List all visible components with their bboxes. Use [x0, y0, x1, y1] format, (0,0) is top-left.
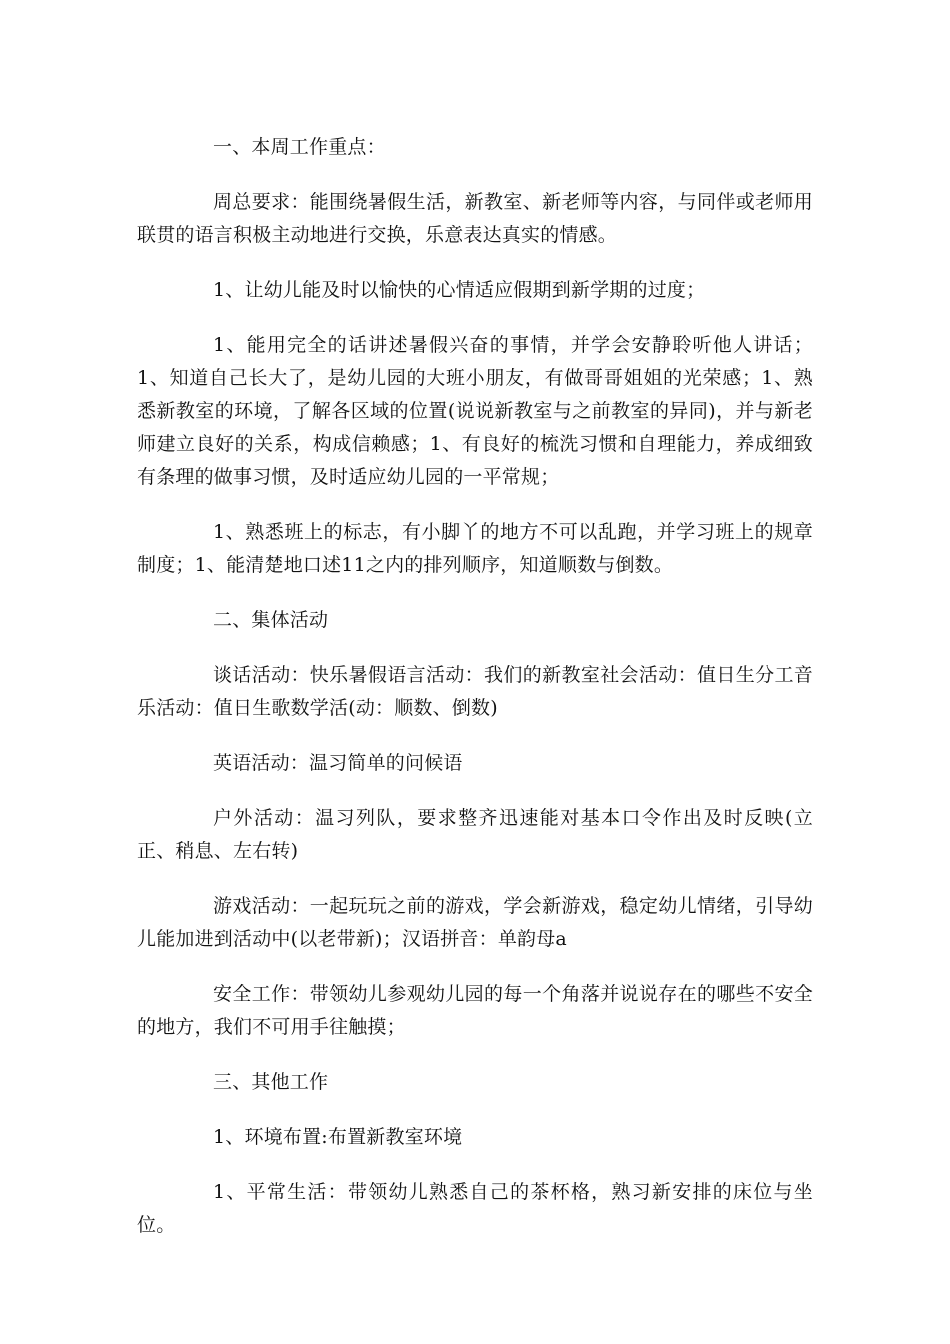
paragraph-safety-work: 安全工作：带领幼儿参观幼儿园的每一个角落并说说存在的哪些不安全的地方，我们不可用手往触摸； — [137, 983, 813, 1038]
paragraph-goals-list: 1、能用完全的话讲述暑假兴奋的事情，并学会安静聆听他人讲话；1、知道自己长大了，是幼儿园的大班小朋友，有做哥哥姐姐的光荣感；1、熟悉新教室的环境，了解各区域的位置(说说新教室与之前教室的异同)，并与新老师建立良好的关系，构成信赖感；1、有良好的梳洗习惯和自理能力，养成细致有条理的做事习惯，及时适应幼儿园的一平常规； — [137, 334, 813, 488]
paragraph-talk-activity: 谈话活动：快乐暑假语言活动：我们的新教室社会活动：值日生分工音乐活动：值日生歌数学活(动：顺数、倒数) — [137, 664, 813, 719]
paragraph-outdoor-activity: 户外活动：温习列队，要求整齐迅速能对基本口令作出及时反映(立正、稍息、左右转) — [137, 807, 813, 862]
paragraph-goal-adapt: 1、让幼儿能及时以愉快的心情适应假期到新学期的过度； — [213, 279, 706, 301]
paragraph-english-activity: 英语活动：温习简单的问候语 — [213, 752, 463, 774]
paragraph-weekly-requirement: 周总要求：能围绕暑假生活，新教室、新老师等内容，与同伴或老师用联贯的语言积极主动地进行交换，乐意表达真实的情感。 — [137, 191, 813, 246]
paragraph-goals-rules: 1、熟悉班上的标志，有小脚丫的地方不可以乱跑，并学习班上的规章制度；1、能清楚地口述11之内的排列顺序，知道顺数与倒数。 — [137, 521, 813, 576]
paragraph-environment: 1、环境布置:布置新教室环境 — [213, 1126, 463, 1148]
section-heading-1: 一、本周工作重点： — [213, 136, 386, 158]
paragraph-daily-life: 1、平常生活：带领幼儿熟悉自己的茶杯格，熟习新安排的床位与坐位。 — [137, 1181, 813, 1236]
section-heading-2: 二、集体活动 — [213, 609, 329, 631]
document-body — [137, 131, 813, 1242]
paragraph-game-activity: 游戏活动：一起玩玩之前的游戏，学会新游戏，稳定幼儿情绪，引导幼儿能加进到活动中(以老带新)；汉语拼音：单韵母a — [137, 895, 813, 950]
section-heading-3: 三、其他工作 — [213, 1071, 329, 1093]
